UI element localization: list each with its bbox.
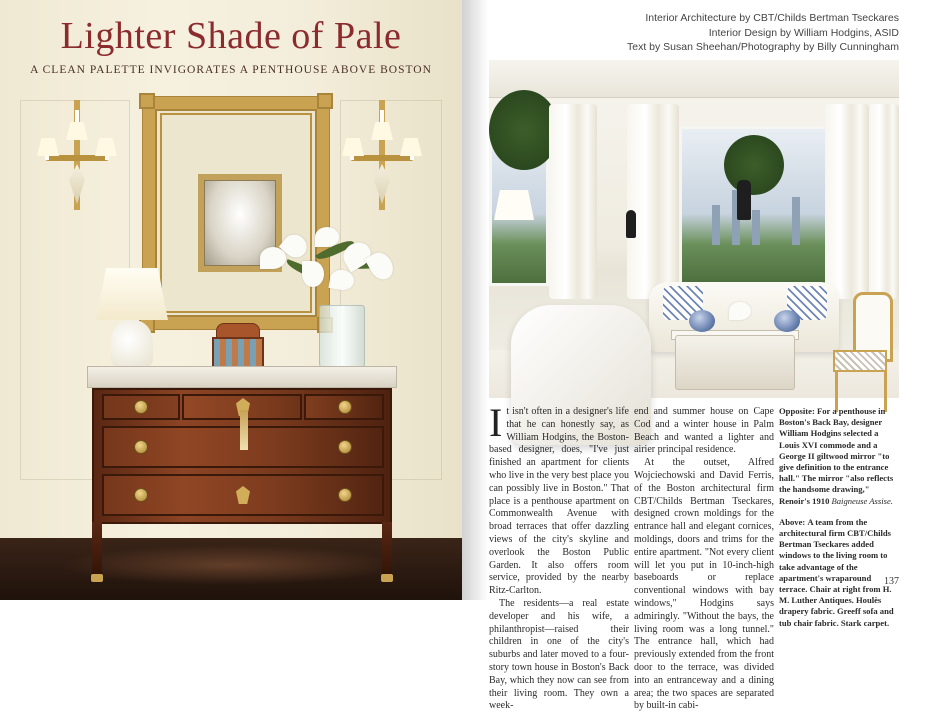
- mirror-corner: [317, 93, 333, 109]
- credits-block: [627, 11, 899, 55]
- commode-foot-front: [381, 574, 393, 582]
- body-column-2: [634, 406, 774, 713]
- curtain: [627, 104, 679, 299]
- body-column-1: [489, 400, 629, 713]
- caption-above: [779, 517, 901, 629]
- sculpture: [737, 180, 751, 220]
- article-title: Lighter Shade of Pale: [60, 15, 402, 57]
- caption-column: [779, 406, 901, 639]
- wall-sconce-right: [342, 100, 422, 220]
- body-paragraph: t isn't often in a designer's life that he can honestly say, as William Hodgins, the Boston-based designer, does, "I've just finished an apartment for clients who live in the very best place you can possibly live in Boston." That place is a penthouse apartment on Commonwealth Avenue with broad terraces that offer dazzling views of the city's skyline and overlook the Boston Public Garden. It also offers room service, provided by the nearby Ritz-Carlton.: [489, 406, 629, 597]
- curtain: [825, 104, 869, 299]
- table-lamp: [494, 190, 534, 220]
- side-chair: [833, 292, 895, 412]
- ceiling: [489, 60, 899, 98]
- commode-leg-front: [382, 522, 392, 580]
- caption-text: For a penthouse in Boston's Back Bay, designer William Hodgins selected a Louis XVI commode and a George II giltwood mirror "to give definition to the entrance hall." The mirror "also reflects the handsome drawing," Renoir's 1910: [779, 406, 894, 506]
- wall-sconce-left: [37, 100, 117, 220]
- page-number: 137: [884, 576, 899, 587]
- curtain: [869, 104, 899, 299]
- left-page-photo: [0, 0, 462, 600]
- body-paragraph: The residents—a real estate developer and his wife, a philanthropist—raised their children in one of the city's suburbs and later moved to a four-story town house in Boston's Back Bay, which they now can see from their living room. They own a week-: [489, 597, 629, 712]
- sculpture: [626, 210, 636, 238]
- curtain: [549, 104, 597, 299]
- glass-vase: [319, 305, 365, 371]
- body-paragraph: At the outset, Alfred Wojciechowski and David Ferris, of the Boston architectural firm CBT/Childs Bertman Tseckares, designed crown moldings for the entrance hall and elegant cornices, moldings, doors and trims for the entire apartment. "Not every client will let you put in 10-inch-high baseboards or replace conventional windows with bay windows," Hodgins says admiringly. "Without the bays, the living room was a long tunnel." The entrance hall, which had previously extended from the front door to the terrace, was divided into an entranceway and a dining area; the two spaces are separated by built-in cabi-: [634, 457, 774, 712]
- caption-artwork-title: Baigneuse Assise.: [831, 495, 893, 506]
- credit-line: Interior Design by William Hodgins, ASID: [708, 26, 899, 39]
- blue-urn: [689, 310, 715, 332]
- tree: [724, 135, 784, 195]
- lamp-shade: [96, 268, 168, 320]
- body-paragraph: end and summer house on Cape Cod and a winter house in Palm Beach and wanted a lighter and airier principal residence.: [634, 406, 774, 456]
- lamp-base: [111, 320, 153, 368]
- caption-label: Opposite:: [779, 406, 815, 416]
- coffee-table: [675, 335, 795, 390]
- marble-top: [87, 366, 397, 388]
- louis-xvi-commode: [92, 388, 392, 524]
- commode-foot-front: [91, 574, 103, 582]
- living-room-photo: [489, 60, 899, 398]
- credit-line: Interior Architecture by CBT/Childs Bertman Tseckares: [645, 12, 899, 24]
- key-tassel: [240, 410, 248, 450]
- commode-leg-front: [92, 522, 102, 580]
- lily-arrangement: [255, 225, 405, 310]
- blue-urn: [774, 310, 800, 332]
- mirror-corner: [139, 93, 155, 109]
- floor-reflection: [60, 545, 400, 585]
- caption-opposite: [779, 406, 901, 507]
- caption-text: A team from the architectural firm CBT/Childs Bertman Tseckares added windows to the living room to take advantage of the apartment's wraparound terrace. Chair at right from H. M. Luther Antiques. Houlès drapery fabric. Greeff sofa and tub chair fabric. Stark carpet.: [779, 516, 894, 628]
- caption-label: Above:: [779, 516, 806, 527]
- flower-centerpiece: [729, 302, 751, 320]
- spine-shadow: [462, 0, 488, 600]
- credit-line: Text by Susan Sheehan/Photography by Billy Cunningham: [626, 41, 899, 53]
- drop-cap: I: [489, 400, 503, 445]
- article-subtitle: A CLEAN PALETTE INVIGORATES A PENTHOUSE ABOVE BOSTON: [30, 64, 432, 76]
